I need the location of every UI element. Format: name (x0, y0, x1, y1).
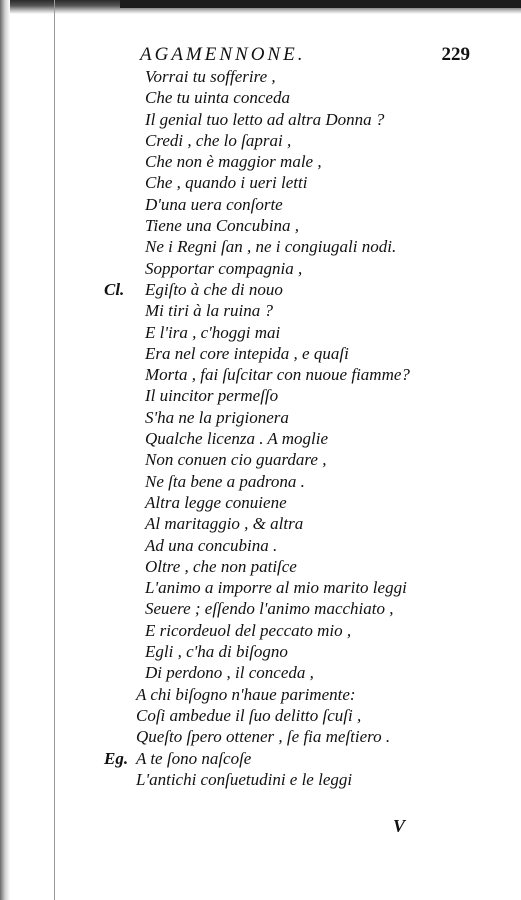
verse-text: Ne i Regni ſan , ne i congiugali nodi. (145, 237, 397, 257)
verse-text: D'una uera conſorte (145, 194, 283, 214)
verse-text: Altra legge conuiene (145, 492, 287, 512)
verse-text: S'ha ne la prigionera (145, 407, 289, 427)
verse-line (0, 535, 521, 556)
verse-line (0, 471, 521, 492)
verse-line (0, 684, 521, 705)
verse-line (0, 87, 521, 108)
verse-text: Ne ſta bene a padrona . (145, 471, 305, 491)
verse-text: Egli , c'ha di biſogno (145, 642, 288, 662)
verse-line (0, 662, 521, 683)
verse-line (0, 194, 521, 215)
verse-text: E l'ira , c'hoggi mai (145, 322, 281, 342)
verse-line (0, 279, 521, 300)
verse-line (0, 343, 521, 364)
verse-text: Vorrai tu sofferire , (145, 67, 276, 86)
verse-line (0, 236, 521, 257)
verse-text: Non conuen cio guardare , (145, 450, 327, 470)
verse-text: A chi biſogno n'haue parimente: (136, 684, 356, 704)
verse-text: Tiene una Concubina , (145, 216, 299, 236)
verse-text: E ricordeuol del peccato mio , (145, 620, 352, 640)
verse-line (0, 556, 521, 577)
verse-line (0, 151, 521, 172)
verse-text: L'antichi conſuetudini e le leggi (136, 769, 353, 789)
verse-text: Mi tiri à la ruina ? (145, 301, 273, 321)
verse-line (0, 513, 521, 534)
verse-line (0, 769, 521, 790)
verse-line (0, 726, 521, 747)
verse-line (0, 428, 521, 449)
running-title: AGAMENNONE. (140, 44, 306, 65)
verse-line (0, 407, 521, 428)
verse-line (0, 130, 521, 151)
verse-text: Coſi ambedue il ſuo delitto ſcuſi , (136, 705, 362, 725)
verse-text: Seuere ; eſſendo l'animo macchiato , (145, 599, 394, 619)
verse-text: Egiſto à che di nouo (145, 279, 283, 299)
verse-block (0, 66, 521, 790)
verse-text: A te ſono naſcoſe (136, 748, 252, 768)
verse-text: Che tu uinta conceda (145, 88, 290, 108)
verse-text: Il genial tuo letto ad altra Donna ? (145, 109, 385, 129)
verse-line (0, 172, 521, 193)
verse-line (0, 620, 521, 641)
verse-line (0, 385, 521, 406)
verse-text: L'animo a imporre al mio marito leggi (145, 578, 407, 598)
verse-line (0, 449, 521, 470)
verse-line (0, 641, 521, 662)
verse-text: Ad una concubina . (145, 535, 278, 555)
verse-line (0, 300, 521, 321)
verse-line (0, 109, 521, 130)
verse-text: Era nel core intepida , e quaſi (145, 343, 349, 363)
verse-line (0, 66, 521, 87)
verse-text: Qualche licenza . A moglie (145, 429, 329, 449)
verse-text: Credi , che lo ſaprai , (145, 130, 292, 150)
verse-line (0, 598, 521, 619)
verse-line (0, 748, 521, 769)
verse-text: Di perdono , il conceda , (145, 663, 314, 683)
page-number: 229 (441, 44, 470, 65)
verse-text: Sopportar compagnia , (145, 258, 303, 278)
verse-text: Che non è maggior male , (145, 152, 322, 172)
verse-text: Morta , fai ſuſcitar con nuoue fiamme? (145, 365, 410, 385)
verse-text: Il uincitor permeſſo (145, 386, 279, 406)
verse-line (0, 577, 521, 598)
verse-line (0, 215, 521, 236)
verse-line (0, 705, 521, 726)
verse-text: Al maritaggio , & altra (145, 514, 304, 534)
verse-line (0, 364, 521, 385)
verse-text: Che , quando i ueri letti (145, 173, 308, 193)
running-head (110, 44, 470, 66)
page-top-shadow (120, 0, 521, 8)
verse-text: Oltre , che non patiſce (145, 556, 297, 576)
verse-line (0, 492, 521, 513)
verse-line (0, 322, 521, 343)
speaker-label: Cl. (104, 279, 125, 299)
speaker-label: Eg. (104, 748, 129, 768)
verse-text: Queſto ſpero ottener , ſe fia meſtiero . (136, 727, 391, 747)
catchword: V (393, 816, 406, 836)
verse-line (0, 258, 521, 279)
